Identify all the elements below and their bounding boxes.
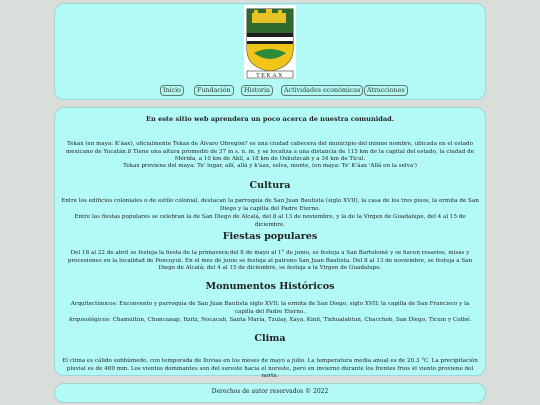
name-origin-paragraph: Tekax proviene del maya: Te' lugar, allí, allá y k'áax, selva, monte, (en maya: Te' K'áax 'Allá en la selva') (123, 163, 417, 169)
monumentos-arqueologicos: Arqueológicos: Chamultún, Chuncanap, Itzitz, Nocacab, Santa María, Tzulay, Xaya, Kinil, Tixhualahtun, Chacchob, San Diego, Ticum y Cotbé. (68, 317, 472, 323)
fiestas-heading: Fiestas populares (222, 231, 318, 242)
monumentos-arquitectonicos: Arquitectónicos: Exconvento y parroquia de San Juan Bautista siglo XVII; la ermita de San Diego, siglo XVII; la capilla de San Francisco y la capilla del Padre Eterno. (70, 301, 470, 315)
intro-heading: En este sitio web aprendera un poco acerca de nuestra comunidad. (145, 115, 395, 123)
fiestas-paragraph: Del 18 al 22 de abril se festeja la fiesta de la primavera;del 8 de mayo al 1° de junio, se festeja a San Bartolomé y se hacen rosarios, misas y procesiones en la localidad de Pencuyut. En el mes de junio se festeja al patrono San Juan Bautista. Del 8 al 13 de noviembre, se festeja a San Diego de Alcalá; del 4 al 15 de diciembre, se festeja a la Virgen de Guadalupe. (67, 250, 473, 272)
about-paragraph: Tekax (en maya: K'áax), oficialmente Tekax de Álvaro Obregón? es una ciudad cabecera del municipio del mismo nombre, ubicada en el estado mexicano de Yucatán.8 Tiene una altura promedio de 37 m s. n. m. y se localiza a una distancia de 115 km de la capital del estado, la ciudad de Mérida, a 10 km de Akil, a 18 km de Oxkutzcab y a 34 km de Ticul. (66, 141, 474, 163)
nav-link-historia[interactable]: Historia (241, 85, 273, 96)
content-panel (54, 107, 486, 380)
cultura-heading: Cultura (249, 180, 291, 191)
nav-link-inicio[interactable]: Inicio (160, 85, 184, 96)
main-nav (55, 85, 485, 97)
fiestas-summary-paragraph: Entre las fiestas populares se celebran la de San Diego de Alcalá, del 8 al 13 de noviembre, y la de la Virgen de Guadalupe, del 4 al 15 de diciembre. (74, 214, 466, 228)
header-panel (54, 3, 486, 100)
monumentos-heading: Monumentos Históricos (205, 281, 335, 292)
copyright-text: Derechos de autor reservados © 2022 (211, 388, 329, 395)
logo-text: TEKAX (256, 73, 284, 79)
tekax-coat-of-arms-logo (244, 5, 296, 79)
nav-link-atracciones[interactable]: Atracciones (364, 85, 408, 96)
clima-heading: Clima (254, 333, 286, 344)
cultura-paragraph: Entre los edificios coloniales o de estilo colonial, destacan la parroquia de San Juan Bautista (siglo XVII), la casa de los tres pisos, la ermita de San Diego y la capilla del Padre Eterno. (61, 198, 479, 212)
nav-link-actividades-economicas[interactable]: Actividades económicas (281, 85, 363, 96)
nav-link-fundacion[interactable]: Fundación (194, 85, 234, 96)
clima-paragraph: El clima es cálido subhúmedo, con temporada de lluvias en los meses de mayo a julio. La temperatura media anual es de 20.3 °C. La precipitación pluvial es de 469 mm. Los vientos dominantes son del sureste hacia el noreste, pero en invierno durante los frentes frios el viento proviene del norte. (62, 358, 478, 380)
footer-panel (54, 383, 486, 403)
